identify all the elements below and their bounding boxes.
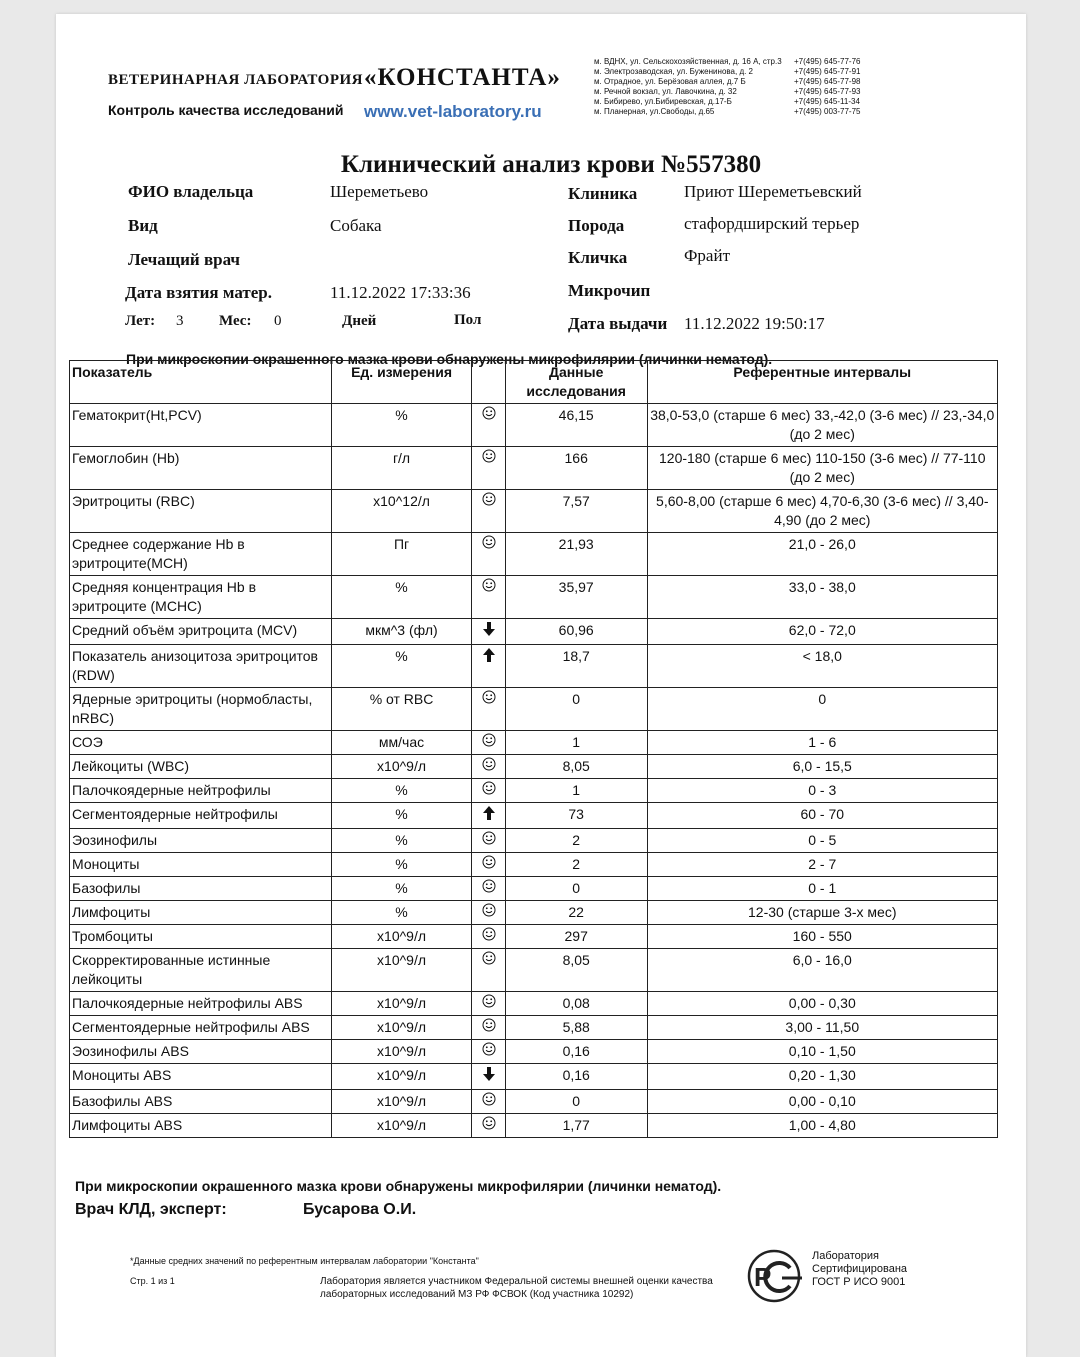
table-row — [70, 1114, 998, 1138]
table-row — [70, 901, 998, 925]
parameter-name: Лимфоциты ABS — [70, 1114, 332, 1138]
parameter-name: Эозинофилы ABS — [70, 1040, 332, 1064]
flag-cell — [472, 779, 506, 803]
address-item: м. Бибирево, ул.Бибиревская, д.17-Б — [594, 97, 732, 106]
table-row — [70, 992, 998, 1016]
cert-line: Лаборатория — [812, 1250, 879, 1262]
address-item: м. Отрадное, ул. Берёзовая аллея, д.7 Б — [594, 77, 746, 86]
parameter-name: Сегментоядерные нейтрофилы — [70, 803, 332, 829]
flag-cell — [472, 829, 506, 853]
parameter-name: Базофилы ABS — [70, 1090, 332, 1114]
parameter-name: Ядерные эритроциты (нормобласты, nRBC) — [70, 688, 332, 731]
reference-range: < 18,0 — [647, 645, 997, 688]
parameter-unit: Пг — [331, 533, 472, 576]
arrow-down-icon — [482, 1066, 496, 1080]
table-row — [70, 1090, 998, 1114]
arrow-up-icon — [482, 805, 496, 819]
parameter-unit: x10^9/л — [331, 1090, 472, 1114]
footer-note: При микроскопии окрашенного мазка крови обнаружены микрофилярии (личинки нематод). — [75, 1178, 722, 1194]
flag-cell — [472, 949, 506, 992]
phone-item: +7(495) 645-77-76 — [794, 57, 861, 66]
parameter-unit: x10^9/л — [331, 1114, 472, 1138]
breed-value: стафордширский терьер — [684, 214, 860, 233]
parameter-name: Скорректированные истинные лейкоциты — [70, 949, 332, 992]
table-row — [70, 1016, 998, 1040]
col-header-result: Данные исследования — [505, 361, 647, 404]
flag-cell — [472, 925, 506, 949]
phone-item: +7(495) 645-77-93 — [794, 87, 861, 96]
sample-date-label: Дата взятия матер. — [125, 283, 272, 302]
flag-cell — [472, 1040, 506, 1064]
parameter-name: Сегментоядерные нейтрофилы ABS — [70, 1016, 332, 1040]
smiley-icon — [482, 1092, 496, 1106]
result-value: 7,57 — [505, 490, 647, 533]
species-value: Собака — [330, 216, 382, 235]
flag-cell — [472, 1090, 506, 1114]
parameter-unit: x10^12/л — [331, 490, 472, 533]
table-row — [70, 731, 998, 755]
smiley-icon — [482, 733, 496, 747]
smiley-icon — [482, 903, 496, 917]
fsvok-line: Лаборатория является участником Федеральной системы внешней оценки качества — [320, 1276, 713, 1287]
reference-range: 0 - 3 — [647, 779, 997, 803]
certification-text — [812, 1250, 907, 1289]
parameter-unit: мкм^3 (фл) — [331, 619, 472, 645]
parameter-unit: г/л — [331, 447, 472, 490]
clinic-value: Приют Шереметьевский — [684, 182, 862, 201]
results-table — [69, 360, 998, 1138]
doctor-signature-name: Бусарова О.И. — [303, 1201, 417, 1218]
table-row — [70, 533, 998, 576]
flag-cell — [472, 755, 506, 779]
reference-range: 160 - 550 — [647, 925, 997, 949]
fsvok-line: лабораторных исследований МЗ РФ ФСВОК (Код участника 10292) — [320, 1289, 634, 1300]
parameter-name: Среднее содержание Hb в эритроците(MCH) — [70, 533, 332, 576]
reference-range: 62,0 - 72,0 — [647, 619, 997, 645]
parameter-unit: x10^9/л — [331, 992, 472, 1016]
smiley-icon — [482, 535, 496, 549]
reference-range: 0,20 - 1,30 — [647, 1064, 997, 1090]
phone-item: +7(495) 645-11-34 — [794, 97, 860, 106]
cert-line: Сертифицирована — [812, 1263, 908, 1275]
result-value: 1 — [505, 779, 647, 803]
flag-cell — [472, 490, 506, 533]
disclaimer: *Данные средних значений по референтным интервалам лаборатории "Константа" — [130, 1256, 479, 1266]
parameter-name: Показатель анизоцитоза эритроцитов (RDW) — [70, 645, 332, 688]
result-value: 46,15 — [505, 404, 647, 447]
table-row — [70, 853, 998, 877]
reference-range: 6,0 - 16,0 — [647, 949, 997, 992]
smiley-icon — [482, 690, 496, 704]
table-row — [70, 490, 998, 533]
brand-name: «КОНСТАНТА» — [364, 64, 561, 91]
result-value: 0,16 — [505, 1064, 647, 1090]
flag-cell — [472, 447, 506, 490]
col-header-reference: Референтные интервалы — [647, 361, 997, 404]
reference-range: 33,0 - 38,0 — [647, 576, 997, 619]
breed-label: Порода — [568, 216, 625, 235]
flag-cell — [472, 731, 506, 755]
smiley-icon — [482, 994, 496, 1008]
smiley-icon — [482, 406, 496, 420]
col-header-flag — [472, 361, 506, 404]
parameter-name: Эритроциты (RBC) — [70, 490, 332, 533]
result-value: 1,77 — [505, 1114, 647, 1138]
months-value: 0 — [274, 313, 282, 329]
reference-range: 21,0 - 26,0 — [647, 533, 997, 576]
parameter-name: Моноциты ABS — [70, 1064, 332, 1090]
smiley-icon — [482, 449, 496, 463]
flag-cell — [472, 901, 506, 925]
reference-range: 0,10 - 1,50 — [647, 1040, 997, 1064]
flag-cell — [472, 853, 506, 877]
parameter-name: Моноциты — [70, 853, 332, 877]
parameter-unit: % — [331, 404, 472, 447]
sample-date-value: 11.12.2022 17:33:36 — [330, 283, 471, 302]
result-value: 0,16 — [505, 1040, 647, 1064]
sex-label: Пол — [454, 312, 482, 328]
flag-cell — [472, 576, 506, 619]
parameter-unit: x10^9/л — [331, 949, 472, 992]
issue-date-value: 11.12.2022 19:50:17 — [684, 314, 825, 333]
doctor-label: Лечащий врач — [128, 250, 240, 269]
svg-text:Р: Р — [754, 1262, 772, 1292]
tagline: Контроль качества исследований — [108, 102, 344, 118]
smiley-icon — [482, 1116, 496, 1130]
arrow-down-icon — [482, 621, 496, 635]
page-number: Стр. 1 из 1 — [130, 1276, 175, 1286]
col-header-parameter: Показатель — [70, 361, 332, 404]
results-body — [70, 404, 998, 1138]
flag-cell — [472, 1114, 506, 1138]
flag-cell — [472, 1016, 506, 1040]
flag-cell — [472, 404, 506, 447]
years-label: Лет: — [125, 313, 156, 329]
table-row — [70, 404, 998, 447]
smiley-icon — [482, 578, 496, 592]
smiley-icon — [482, 951, 496, 965]
pet-label: Кличка — [568, 248, 628, 267]
website-link[interactable]: www.vet-laboratory.ru — [364, 102, 542, 121]
table-row — [70, 645, 998, 688]
arrow-up-icon — [482, 647, 496, 661]
flag-cell — [472, 992, 506, 1016]
parameter-name: СОЭ — [70, 731, 332, 755]
smiley-icon — [482, 927, 496, 941]
address-item: м. Электрозаводская, ул. Буженинова, д. 2 — [594, 67, 754, 76]
parameter-unit: x10^9/л — [331, 925, 472, 949]
phone-item: +7(495) 645-77-98 — [794, 77, 861, 86]
table-row — [70, 949, 998, 992]
rst-certification-logo-icon — [746, 1248, 802, 1304]
reference-range: 5,60-8,00 (старше 6 мес) 4,70-6,30 (3-6 мес) // 3,40-4,90 (до 2 мес) — [647, 490, 997, 533]
reference-range: 0 - 1 — [647, 877, 997, 901]
clinic-label: Клиника — [568, 184, 638, 203]
result-value: 18,7 — [505, 645, 647, 688]
col-header-unit: Ед. измерения — [331, 361, 472, 404]
reference-range: 0 — [647, 688, 997, 731]
chip-label: Микрочип — [568, 281, 651, 300]
parameter-unit: % — [331, 803, 472, 829]
flag-cell — [472, 533, 506, 576]
parameter-name: Гематокрит(Ht,PCV) — [70, 404, 332, 447]
result-value: 22 — [505, 901, 647, 925]
parameter-unit: x10^9/л — [331, 1016, 472, 1040]
table-row — [70, 925, 998, 949]
report-title: Клинический анализ крови №557380 — [340, 151, 762, 178]
result-value: 2 — [505, 829, 647, 853]
parameter-unit: % — [331, 877, 472, 901]
parameter-name: Средний объём эритроцита (MCV) — [70, 619, 332, 645]
parameter-unit: % — [331, 576, 472, 619]
table-row — [70, 447, 998, 490]
parameter-unit: % — [331, 901, 472, 925]
result-value: 2 — [505, 853, 647, 877]
reference-range: 3,00 - 11,50 — [647, 1016, 997, 1040]
result-value: 5,88 — [505, 1016, 647, 1040]
parameter-name: Палочкоядерные нейтрофилы — [70, 779, 332, 803]
reference-range: 0,00 - 0,10 — [647, 1090, 997, 1114]
microscopy-note: При микроскопии окрашенного мазка крови обнаружены микрофилярии (личинки нематод). — [126, 351, 773, 367]
phone-list — [794, 57, 861, 117]
flag-cell — [472, 1064, 506, 1090]
reference-range: 12-30 (старше 3-х мес) — [647, 901, 997, 925]
flag-cell — [472, 877, 506, 901]
table-row — [70, 619, 998, 645]
parameter-unit: % — [331, 645, 472, 688]
table-row — [70, 1064, 998, 1090]
flag-cell — [472, 619, 506, 645]
parameter-unit: % — [331, 779, 472, 803]
parameter-name: Тромбоциты — [70, 925, 332, 949]
flag-cell — [472, 803, 506, 829]
parameter-unit: % от RBC — [331, 688, 472, 731]
smiley-icon — [482, 1018, 496, 1032]
parameter-name: Лейкоциты (WBC) — [70, 755, 332, 779]
reference-range: 6,0 - 15,5 — [647, 755, 997, 779]
table-header-row — [70, 361, 998, 404]
years-value: 3 — [176, 313, 184, 329]
table-row — [70, 688, 998, 731]
flag-cell — [472, 645, 506, 688]
parameter-name: Гемоглобин (Hb) — [70, 447, 332, 490]
owner-label: ФИО владельца — [128, 182, 254, 201]
parameter-name: Палочкоядерные нейтрофилы ABS — [70, 992, 332, 1016]
table-row — [70, 576, 998, 619]
parameter-name: Средняя концентрация Hb в эритроците (MCHC) — [70, 576, 332, 619]
smiley-icon — [482, 831, 496, 845]
reference-range: 0,00 - 0,30 — [647, 992, 997, 1016]
table-row — [70, 877, 998, 901]
doctor-signature-label: Врач КЛД, эксперт: — [75, 1201, 227, 1218]
parameter-unit: % — [331, 829, 472, 853]
reference-range: 60 - 70 — [647, 803, 997, 829]
parameter-unit: x10^9/л — [331, 755, 472, 779]
result-value: 8,05 — [505, 949, 647, 992]
smiley-icon — [482, 492, 496, 506]
reference-range: 38,0-53,0 (старше 6 мес) 33,-42,0 (3-6 мес) // 23,-34,0 (до 2 мес) — [647, 404, 997, 447]
result-value: 73 — [505, 803, 647, 829]
address-item: м. Речной вокзал, ул. Лавочкина, д. 32 — [594, 87, 737, 96]
reference-range: 0 - 5 — [647, 829, 997, 853]
table-row — [70, 755, 998, 779]
parameter-name: Эозинофилы — [70, 829, 332, 853]
species-label: Вид — [128, 216, 158, 235]
parameter-unit: x10^9/л — [331, 1064, 472, 1090]
reference-range: 1,00 - 4,80 — [647, 1114, 997, 1138]
fsvok-note — [320, 1275, 713, 1301]
result-value: 297 — [505, 925, 647, 949]
phone-item: +7(495) 003-77-75 — [794, 107, 861, 116]
reference-range: 120-180 (старше 6 мес) 110-150 (3-6 мес) // 77-110 (до 2 мес) — [647, 447, 997, 490]
reference-range: 1 - 6 — [647, 731, 997, 755]
lab-name: ВЕТЕРИНАРНАЯ ЛАБОРАТОРИЯ — [108, 72, 363, 88]
result-value: 8,05 — [505, 755, 647, 779]
parameter-name: Лимфоциты — [70, 901, 332, 925]
parameter-unit: мм/час — [331, 731, 472, 755]
cert-line: ГОСТ Р ИСО 9001 — [812, 1276, 906, 1288]
parameter-name: Базофилы — [70, 877, 332, 901]
table-row — [70, 779, 998, 803]
smiley-icon — [482, 879, 496, 893]
result-value: 166 — [505, 447, 647, 490]
flag-cell — [472, 688, 506, 731]
result-value: 60,96 — [505, 619, 647, 645]
result-value: 35,97 — [505, 576, 647, 619]
parameter-unit: % — [331, 853, 472, 877]
days-label: Дней — [342, 313, 377, 329]
address-item: м. Планерная, ул.Свободы, д.65 — [594, 107, 715, 116]
result-value: 1 — [505, 731, 647, 755]
issue-date-label: Дата выдачи — [568, 314, 668, 333]
table-row — [70, 829, 998, 853]
result-value: 21,93 — [505, 533, 647, 576]
smiley-icon — [482, 757, 496, 771]
smiley-icon — [482, 855, 496, 869]
parameter-unit: x10^9/л — [331, 1040, 472, 1064]
smiley-icon — [482, 1042, 496, 1056]
address-item: м. ВДНХ, ул. Сельскохозяйственная, д. 16 А, стр.3 — [594, 57, 782, 66]
address-list — [594, 57, 782, 117]
result-value: 0 — [505, 1090, 647, 1114]
owner-value: Шереметьево — [330, 182, 429, 201]
result-value: 0 — [505, 877, 647, 901]
table-row — [70, 1040, 998, 1064]
reference-range: 2 - 7 — [647, 853, 997, 877]
result-value: 0,08 — [505, 992, 647, 1016]
smiley-icon — [482, 781, 496, 795]
table-row — [70, 803, 998, 829]
phone-item: +7(495) 645-77-91 — [794, 67, 861, 76]
result-value: 0 — [505, 688, 647, 731]
pet-value: Фрайт — [684, 246, 731, 265]
months-label: Мес: — [219, 313, 252, 329]
